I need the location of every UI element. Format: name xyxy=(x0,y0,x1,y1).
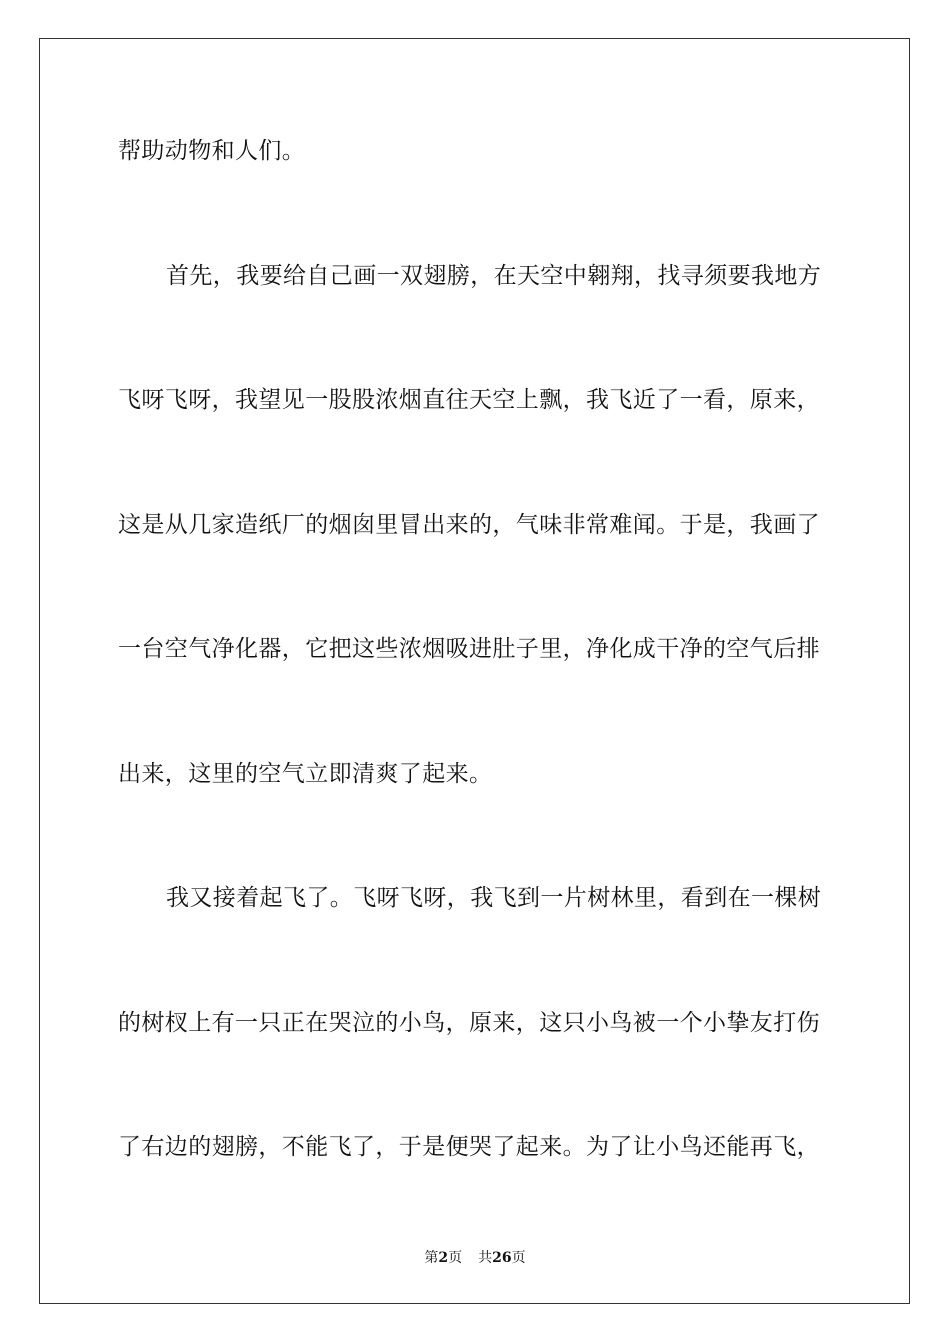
text-line-7: 我又接着起飞了。飞呀飞呀，我飞到一片树林里，看到在一棵树 xyxy=(166,885,822,911)
text-line-6: 出来，这里的空气立即清爽了起来。 xyxy=(118,761,493,787)
page-prefix: 第 xyxy=(424,1250,439,1266)
text-line-4: 这是从几家造纸厂的烟囱里冒出来的，气味非常难闻。于是，我画了 xyxy=(118,512,820,538)
text-line-8: 的树杈上有一只正在哭泣的小鸟，原来，这只小鸟被一个小挚友打伤 xyxy=(118,1010,820,1036)
total-prefix: 共 xyxy=(478,1250,493,1266)
page-number: 2 xyxy=(438,1250,449,1266)
page-suffix: 页 xyxy=(448,1250,463,1266)
text-line-1: 帮助动物和人们。 xyxy=(118,138,306,164)
page-border xyxy=(39,38,910,1304)
text-line-5: 一台空气净化器，它把这些浓烟吸进肚子里，净化成干净的空气后排 xyxy=(118,636,820,662)
page-footer xyxy=(0,1247,950,1267)
total-pages: 26 xyxy=(492,1250,512,1266)
text-line-3: 飞呀飞呀，我望见一股股浓烟直往天空上飘，我飞近了一看，原来， xyxy=(118,387,820,413)
text-line-9: 了右边的翅膀，不能飞了，于是便哭了起来。为了让小鸟还能再飞， xyxy=(118,1134,820,1160)
total-suffix: 页 xyxy=(511,1250,526,1266)
text-line-2: 首先，我要给自己画一双翅膀，在天空中翱翔，找寻须要我地方 xyxy=(166,263,822,289)
